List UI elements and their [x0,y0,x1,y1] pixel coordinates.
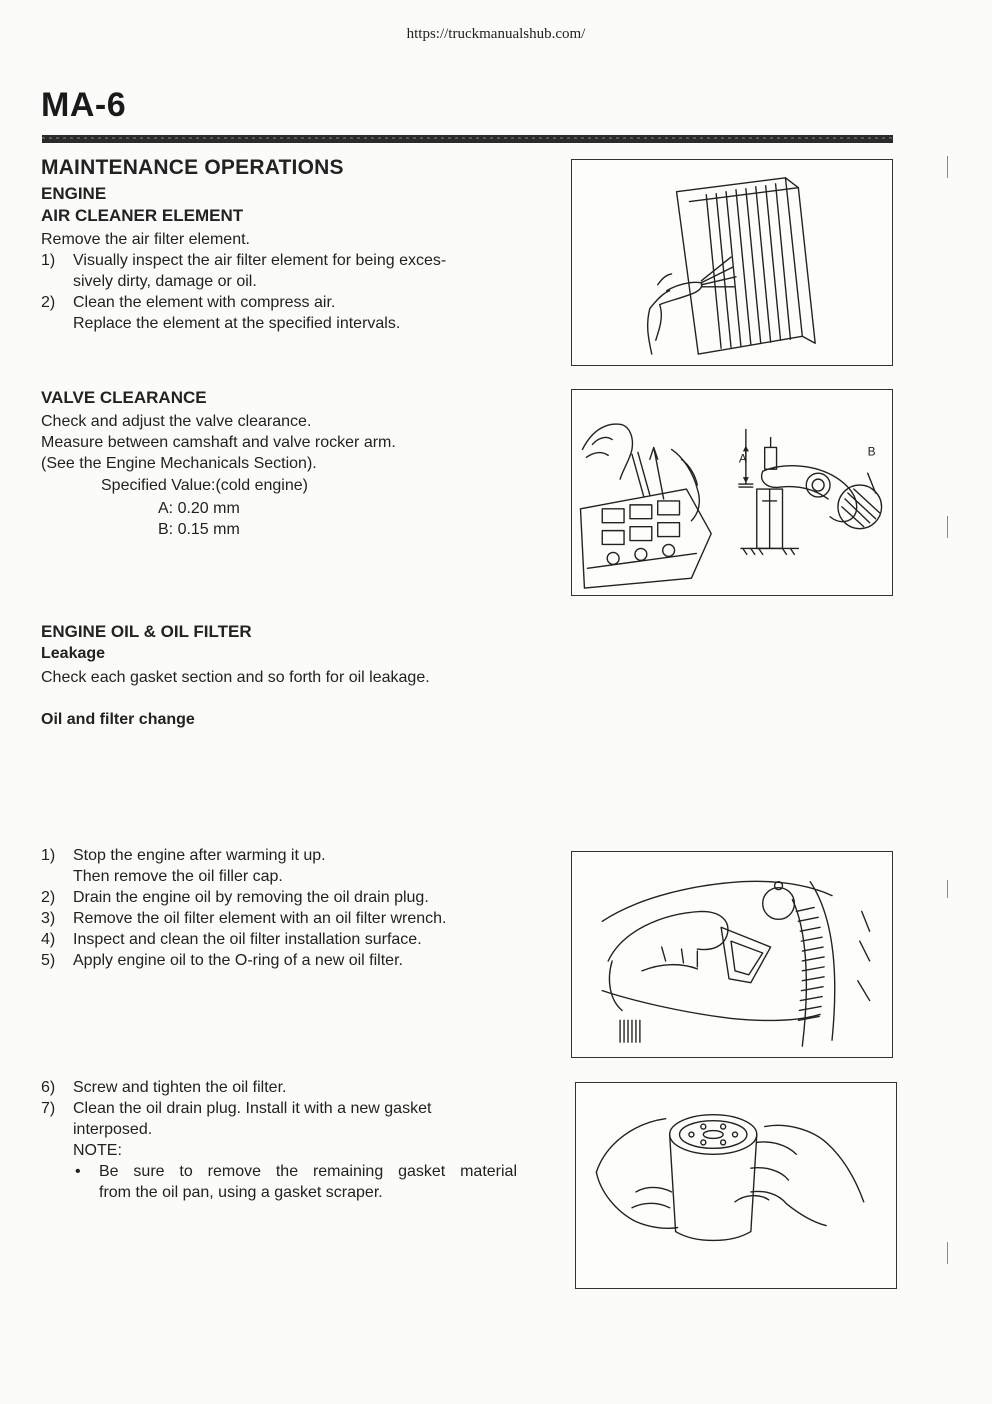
step-line: Clean the oil drain plug. Install it with a new gasket [73,1100,432,1117]
valve-spec-a: A: 0.20 mm [158,500,240,517]
valve-clearance-heading: VALVE CLEARANCE [41,388,207,407]
valve-line-2: Measure between camshaft and valve rocker arm. [41,434,396,451]
oil-step-6 [41,1077,521,1098]
oil-step-3 [41,908,521,929]
step-number: 7) [41,1100,56,1117]
step-number: 6) [41,1079,56,1096]
step-line: Stop the engine after warming it up. [73,847,326,864]
valve-line-1: Check and adjust the valve clearance. [41,413,312,430]
source-url: https://truckmanualshub.com/ [406,26,586,42]
page-id: MA-6 [41,86,127,124]
step-number: 5) [41,952,56,969]
valve-spec-b: B: 0.15 mm [158,521,240,538]
margin-mark [947,880,948,898]
note-line-2: from the oil pan, using a gasket scraper. [99,1184,383,1201]
margin-mark [947,156,948,178]
valve-clearance-figure [571,389,893,596]
step-line: Apply engine oil to the O-ring of a new oil filter. [73,952,403,969]
step-line: Drain the engine oil by removing the oil drain plug. [73,889,429,906]
figure-label-a: A [738,451,747,466]
step-line: Replace the element at the specified intervals. [73,315,401,332]
air-cleaner-heading: AIR CLEANER ELEMENT [41,206,244,225]
oil-step-4 [41,929,521,950]
oil-filter-oring-figure [575,1082,897,1289]
step-line: sively dirty, damage or oil. [73,273,257,290]
air-cleaner-step-1 [41,250,521,292]
step-number: 1) [41,252,56,269]
header-rule [42,135,893,143]
step-number: 1) [41,847,56,864]
leakage-heading: Leakage [41,645,106,662]
figure-label-b: B [867,444,876,459]
step-number: 3) [41,910,56,927]
oil-step-1 [41,845,521,887]
air-cleaner-intro: Remove the air filter element. [41,231,250,248]
valve-spec-label: Specified Value:(cold engine) [101,477,308,494]
step-number: 2) [41,889,56,906]
oil-step-5 [41,950,521,971]
oil-step-7 [41,1098,521,1140]
step-line: interposed. [73,1121,153,1138]
main-title: MAINTENANCE OPERATIONS [41,156,344,179]
oil-change-heading: Oil and filter change [41,711,195,728]
step-line: Visually inspect the air filter element for being exces- [73,252,447,269]
air-filter-figure [571,159,893,366]
step-line: Remove the oil filter element with an oil filter wrench. [73,910,447,927]
valve-line-3: (See the Engine Mechanicals Section). [41,455,317,472]
step-line: Screw and tighten the oil filter. [73,1079,287,1096]
oil-step-2 [41,887,521,908]
step-line: Clean the element with compress air. [73,294,336,311]
step-line: Then remove the oil filler cap. [73,868,283,885]
note-line-1: Be sure to remove the remaining gasket material [99,1163,517,1180]
leakage-text: Check each gasket section and so forth for oil leakage. [41,669,430,686]
oil-filter-removal-figure [571,851,893,1058]
note-bullet: • [75,1163,81,1180]
engine-heading: ENGINE [41,184,107,203]
margin-mark [947,1242,948,1264]
air-cleaner-step-2 [41,292,521,334]
step-number: 4) [41,931,56,948]
step-number: 2) [41,294,56,311]
note-label: NOTE: [73,1142,122,1159]
margin-mark [947,516,948,538]
step-line: Inspect and clean the oil filter installation surface. [73,931,422,948]
engine-oil-heading: ENGINE OIL & OIL FILTER [41,622,252,641]
